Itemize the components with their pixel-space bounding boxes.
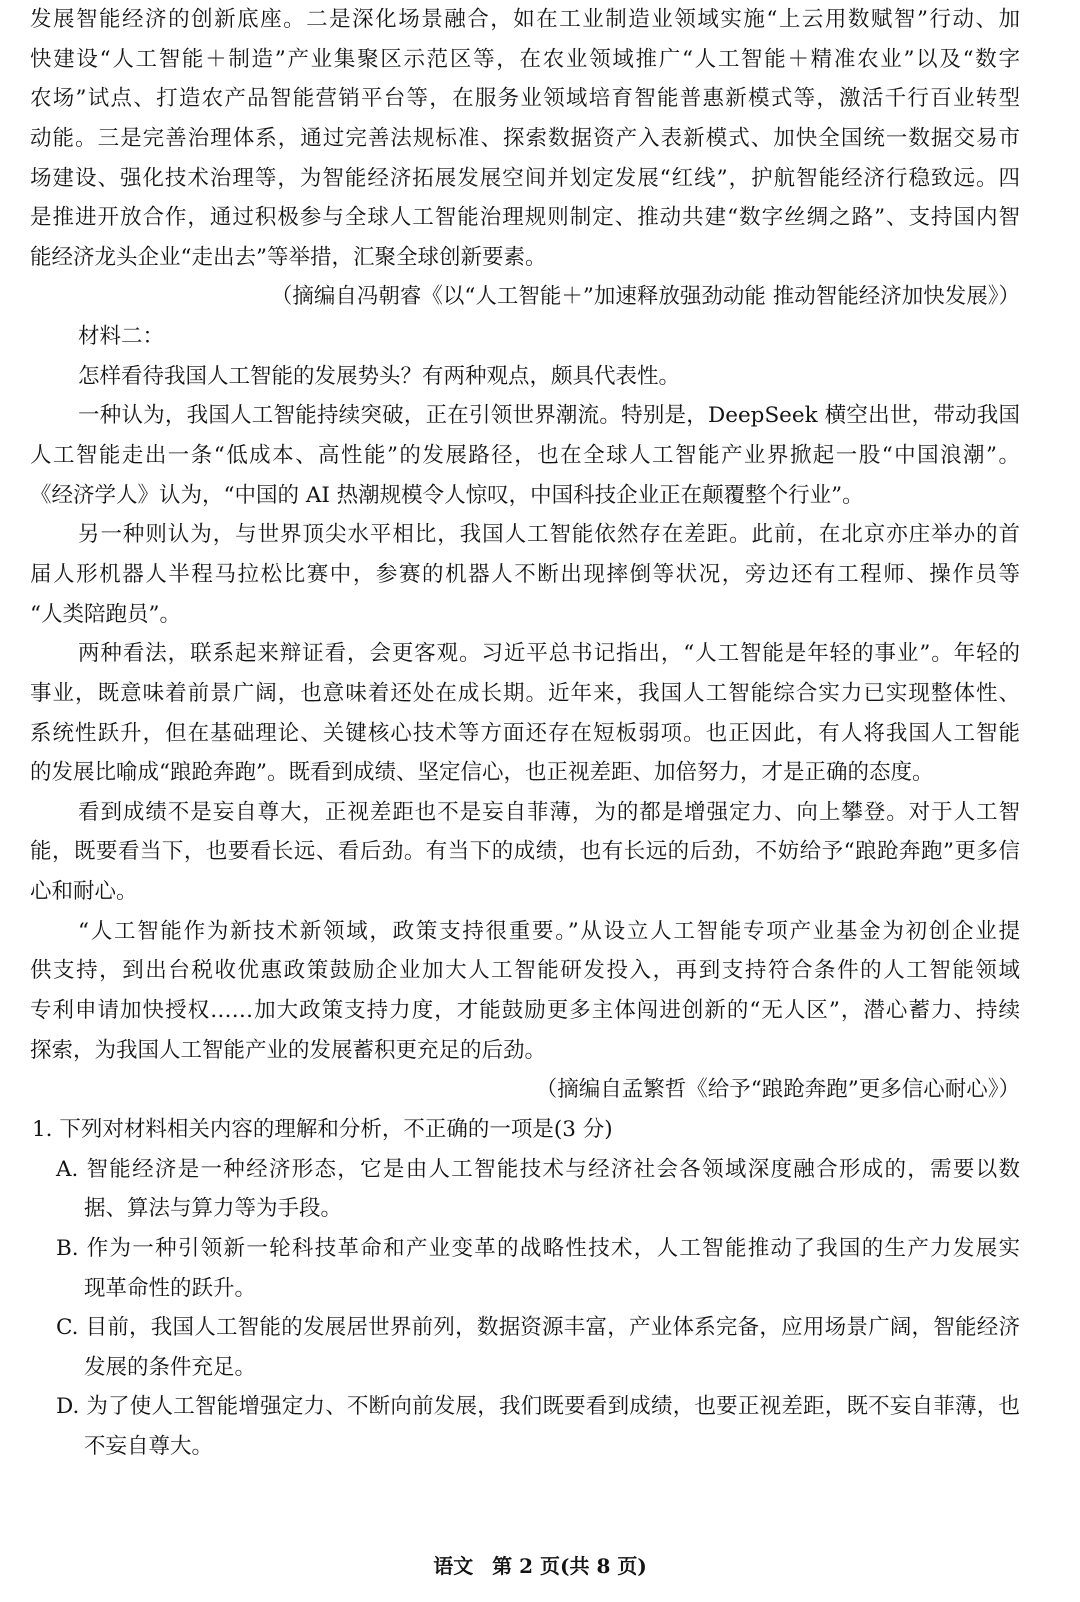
text-line: 事业，既意味着前景广阔，也意味着还处在成长期。近年来，我国人工智能综合实力已实现整体性、 (30, 680, 1020, 706)
material-two-paragraph (30, 515, 1020, 634)
text-line: 是推进开放合作，通过积极参与全球人工智能治理规则制定、推动共建“数字丝绸之路”、支持国内智 (30, 205, 1020, 231)
text-line: D. 为了使人工智能增强定力、不断向前发展，我们既要看到成绩，也要正视差距，既不妄自菲薄，也 (56, 1394, 1020, 1420)
text-line: 人工智能走出一条“低成本、高性能”的发展路径，也在全球人工智能产业界掀起一股“中国浪潮”。 (30, 443, 1020, 469)
text-line: 发展智能经济的创新底座。二是深化场景融合，如在工业制造业领域实施“上云用数赋智”行动、加 (30, 7, 1020, 32)
material-two-paragraph (30, 912, 1020, 1071)
text-line: 能，既要看当下，也要看长远、看后劲。有当下的成绩，也有长远的后劲，不妨给予“踉跄奔跑”更多信 (30, 839, 1020, 865)
option-a (30, 1150, 1020, 1229)
text-line: B. 作为一种引领新一轮科技革命和产业变革的战略性技术，人工智能推动了我国的生产力发展实 (56, 1235, 1020, 1261)
text-line: 快建设“人工智能＋制造”产业集聚区示范区等，在农业领域推广“人工智能＋精准农业”以及“数字 (30, 46, 1020, 72)
footer-subject: 语文 (433, 1554, 474, 1578)
text-line: 动能。三是完善治理体系，通过完善法规标准、探索数据资产入表新模式、加快全国统一数据交易市 (30, 125, 1020, 151)
text-line: 系统性跃升，但在基础理论、关键核心技术等方面还存在短板弱项。也正因此，有人将我国人工智能 (30, 720, 1020, 746)
text-line: 《经济学人》认为，“中国的 AI 热潮规模令人惊叹，中国科技企业正在颠覆整个行业”。 (30, 482, 864, 508)
text-line: 现革命性的跃升。 (84, 1275, 257, 1301)
text-line: “人工智能作为新技术新领域，政策支持很重要。”从设立人工智能专项产业基金为初创企业提 (78, 918, 1020, 944)
text-line: A. 智能经济是一种经济形态，它是由人工智能技术与经济社会各领域深度融合形成的，需要以数 (56, 1156, 1020, 1182)
footer-page-number: 第 2 页(共 8 页) (492, 1554, 647, 1578)
text-line: 据、算法与算力等为手段。 (84, 1196, 343, 1222)
text-line: 怎样看待我国人工智能的发展势头？有两种观点，颇具代表性。 (78, 363, 681, 389)
text-line: 探索，为我国人工智能产业的发展蓄积更充足的后劲。 (30, 1037, 547, 1063)
material-two-paragraph (30, 357, 1020, 397)
text-line: 场建设、强化技术治理等，为智能经济拓展发展空间并划定发展“红线”，护航智能经济行稳致远。四 (30, 165, 1020, 191)
material-two-citation (30, 1070, 1020, 1110)
page-footer (0, 1552, 1080, 1580)
exam-page-body (30, 0, 1020, 1467)
material-two-paragraph (30, 793, 1020, 912)
text-line: 另一种则认为，与世界顶尖水平相比，我国人工智能依然存在差距。此前，在北京亦庄举办的首 (78, 522, 1020, 548)
text-line: （摘编自冯朝睿《以“人工智能＋”加速释放强劲动能 推动智能经济加快发展》） (270, 284, 1020, 310)
text-line: 届人形机器人半程马拉松比赛中，参赛的机器人不断出现摔倒等状况，旁边还有工程师、操作员等 (30, 561, 1020, 587)
text-line: 发展的条件充足。 (84, 1354, 257, 1380)
material-two-paragraph (30, 396, 1020, 515)
material-two-paragraph (30, 634, 1020, 793)
material-two-heading (30, 317, 1020, 357)
question-1-stem (30, 1110, 1020, 1150)
option-c (30, 1308, 1020, 1387)
text-line: 不妄自尊大。 (84, 1434, 214, 1460)
text-line: 的发展比喻成“踉跄奔跑”。既看到成绩、坚定信心，也正视差距、加倍努力，才是正确的态度。 (30, 760, 934, 786)
text-line: 能经济龙头企业“走出去”等举措，汇聚全球创新要素。 (30, 244, 547, 270)
option-d (30, 1387, 1020, 1466)
text-line: （摘编自孟繁哲《给予“踉跄奔跑”更多信心耐心》） (535, 1077, 1020, 1103)
text-line: 一种认为，我国人工智能持续突破，正在引领世界潮流。特别是，DeepSeek 横空出世，带动我国 (78, 403, 1020, 429)
text-line: “人类陪跑员”。 (30, 601, 181, 627)
text-line: 供支持，到出台税收优惠政策鼓励企业加大人工智能研发投入，再到支持符合条件的人工智能领域 (30, 958, 1020, 984)
text-line: 心和耐心。 (30, 879, 138, 905)
text-line: 看到成绩不是妄自尊大，正视差距也不是妄自菲薄，为的都是增强定力、向上攀登。对于人工智 (78, 799, 1020, 825)
text-line: 专利申请加快授权……加大政策支持力度，才能鼓励更多主体闯进创新的“无人区”，潜心蓄力、持续 (30, 998, 1020, 1024)
text-line: 农场”试点、打造农产品智能营销平台等，在服务业领域培育智能普惠新模式等，激活千行百业转型 (30, 86, 1020, 112)
option-b (30, 1229, 1020, 1308)
material-one-paragraph-end (30, 0, 1020, 277)
material-one-citation (30, 277, 1020, 317)
text-line: 材料二： (78, 324, 165, 350)
text-line: 两种看法，联系起来辩证看，会更客观。习近平总书记指出，“人工智能是年轻的事业”。年轻的 (78, 641, 1020, 667)
text-line: C. 目前，我国人工智能的发展居世界前列，数据资源丰富，产业体系完备，应用场景广阔，智能经济 (56, 1315, 1020, 1341)
text-line: 1. 下列对材料相关内容的理解和分析，不正确的一项是(3 分) (32, 1116, 613, 1142)
